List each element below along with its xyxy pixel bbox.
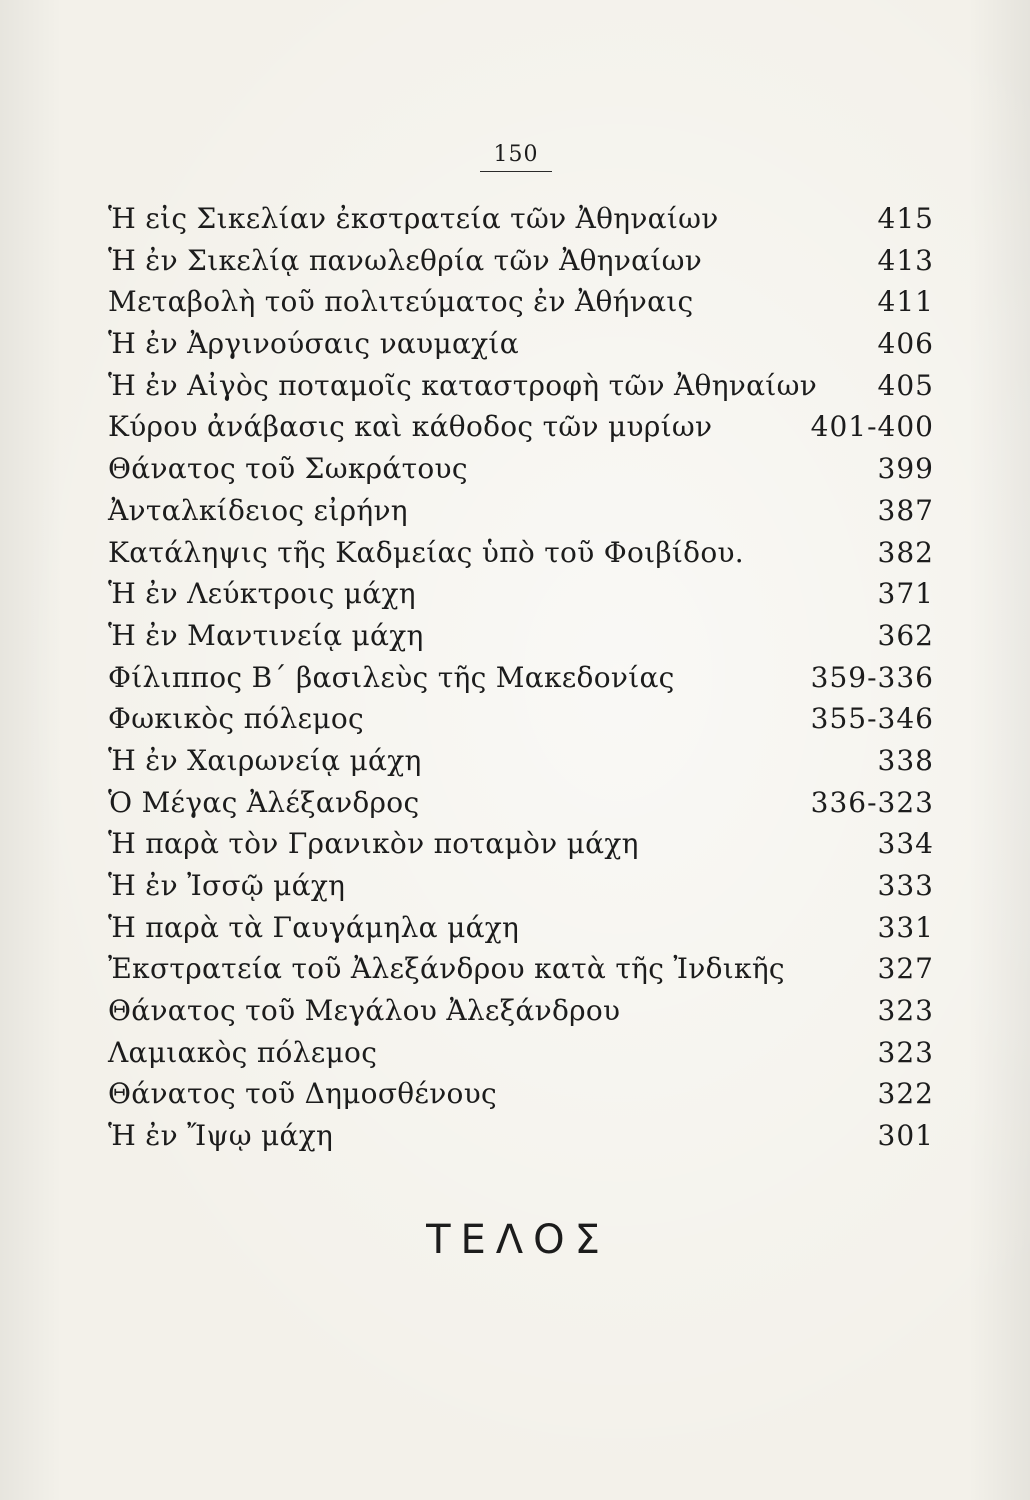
event-text: Θάνατος τοῦ Μεγάλου Ἀλεξάνδρου	[108, 994, 621, 1028]
event-year: 355-346	[810, 702, 934, 736]
list-item	[108, 865, 934, 907]
event-text: Ἡ ἐν Ἴψῳ μάχη	[108, 1119, 334, 1153]
event-text: Ἡ ἐν Σικελίᾳ πανωλεθρία τῶν Ἀθηναίων	[108, 243, 703, 277]
list-item	[108, 240, 934, 282]
event-year: 362	[877, 618, 934, 652]
list-item	[108, 490, 934, 532]
event-year: 382	[877, 535, 934, 569]
list-item	[108, 323, 934, 365]
list-item	[108, 1115, 934, 1157]
event-text: Θάνατος τοῦ Δημοσθένους	[108, 1077, 498, 1111]
event-text: Θάνατος τοῦ Σωκράτους	[108, 452, 468, 486]
event-text: Ἡ ἐν Μαντινείᾳ μάχη	[108, 618, 424, 652]
event-text: Ἡ ἐν Χαιρωνείᾳ μάχη	[108, 743, 422, 777]
event-text: Ἡ ἐν Ἀργινούσαις ναυμαχία	[108, 327, 519, 361]
event-year: 399	[877, 452, 934, 486]
list-item	[108, 948, 934, 990]
list-item	[108, 907, 934, 949]
event-text: Φωκικὸς πόλεμος	[108, 702, 364, 736]
event-year: 406	[877, 327, 934, 361]
event-year: 336-323	[810, 785, 934, 819]
event-year: 331	[877, 910, 934, 944]
event-text: Ἡ παρὰ τὸν Γρανικὸν ποταμὸν μάχη	[108, 827, 639, 861]
list-item	[108, 1032, 934, 1074]
list-item	[108, 448, 934, 490]
list-item	[108, 573, 934, 615]
list-item	[108, 532, 934, 574]
list-item	[108, 990, 934, 1032]
event-text: Κύρου ἀνάβασις καὶ κάθοδος τῶν μυρίων	[108, 410, 713, 444]
list-item	[108, 1073, 934, 1115]
event-year: 371	[877, 577, 934, 611]
event-year: 333	[877, 869, 934, 902]
list-item	[108, 782, 934, 824]
event-text: Ἡ ἐν Λεύκτροις μάχη	[108, 577, 416, 611]
event-text: Ἡ παρὰ τὰ Γαυγάμηλα μάχη	[108, 910, 520, 944]
event-text: Ἡ ἐν Ἰσσῷ μάχη	[108, 869, 346, 902]
list-item	[108, 365, 934, 407]
event-year: 323	[877, 1035, 934, 1069]
event-text: Μεταβολὴ τοῦ πολιτεύματος ἐν Ἀθήναις	[108, 285, 694, 319]
list-item	[108, 406, 934, 448]
event-year: 415	[877, 202, 934, 235]
list-item	[108, 698, 934, 740]
event-year: 387	[877, 493, 934, 527]
event-text: Φίλιππος Β΄ βασιλεὺς τῆς Μακεδονίας	[108, 660, 675, 694]
end-mark: ΤΕΛΟΣ	[426, 1217, 610, 1263]
event-year: 359-336	[810, 660, 934, 694]
event-year: 323	[877, 994, 934, 1028]
event-year: 301	[877, 1119, 934, 1153]
list-item	[108, 740, 934, 782]
event-year: 338	[877, 743, 934, 777]
chronology-list	[108, 198, 934, 1157]
event-text: Ἡ ἐν Αἰγὸς ποταμοῖς καταστροφὴ τῶν Ἀθηναίων	[108, 368, 818, 402]
event-text: Ἀνταλκίδειος εἰρήνη	[108, 493, 408, 527]
event-text: Λαμιακὸς πόλεμος	[108, 1035, 378, 1069]
event-year: 327	[877, 952, 934, 986]
list-item	[108, 823, 934, 865]
event-year: 334	[877, 827, 934, 861]
event-year: 405	[877, 368, 934, 402]
list-item	[108, 657, 934, 699]
event-year: 322	[877, 1077, 934, 1111]
list-item	[108, 281, 934, 323]
list-item	[108, 198, 934, 240]
event-text: Ὁ Μέγας Ἀλέξανδρος	[108, 785, 420, 819]
event-year: 411	[877, 285, 934, 319]
page-number: 150	[480, 142, 552, 172]
event-text: Ἡ εἰς Σικελίαν ἐκστρατεία τῶν Ἀθηναίων	[108, 202, 719, 235]
event-year: 401-400	[810, 410, 934, 444]
event-year: 413	[877, 243, 934, 277]
event-text: Ἐκστρατεία τοῦ Ἀλεξάνδρου κατὰ τῆς Ἰνδικῆς	[108, 952, 785, 986]
list-item	[108, 615, 934, 657]
event-text: Κατάληψις τῆς Καδμείας ὑπὸ τοῦ Φοιβίδου.	[108, 535, 745, 569]
